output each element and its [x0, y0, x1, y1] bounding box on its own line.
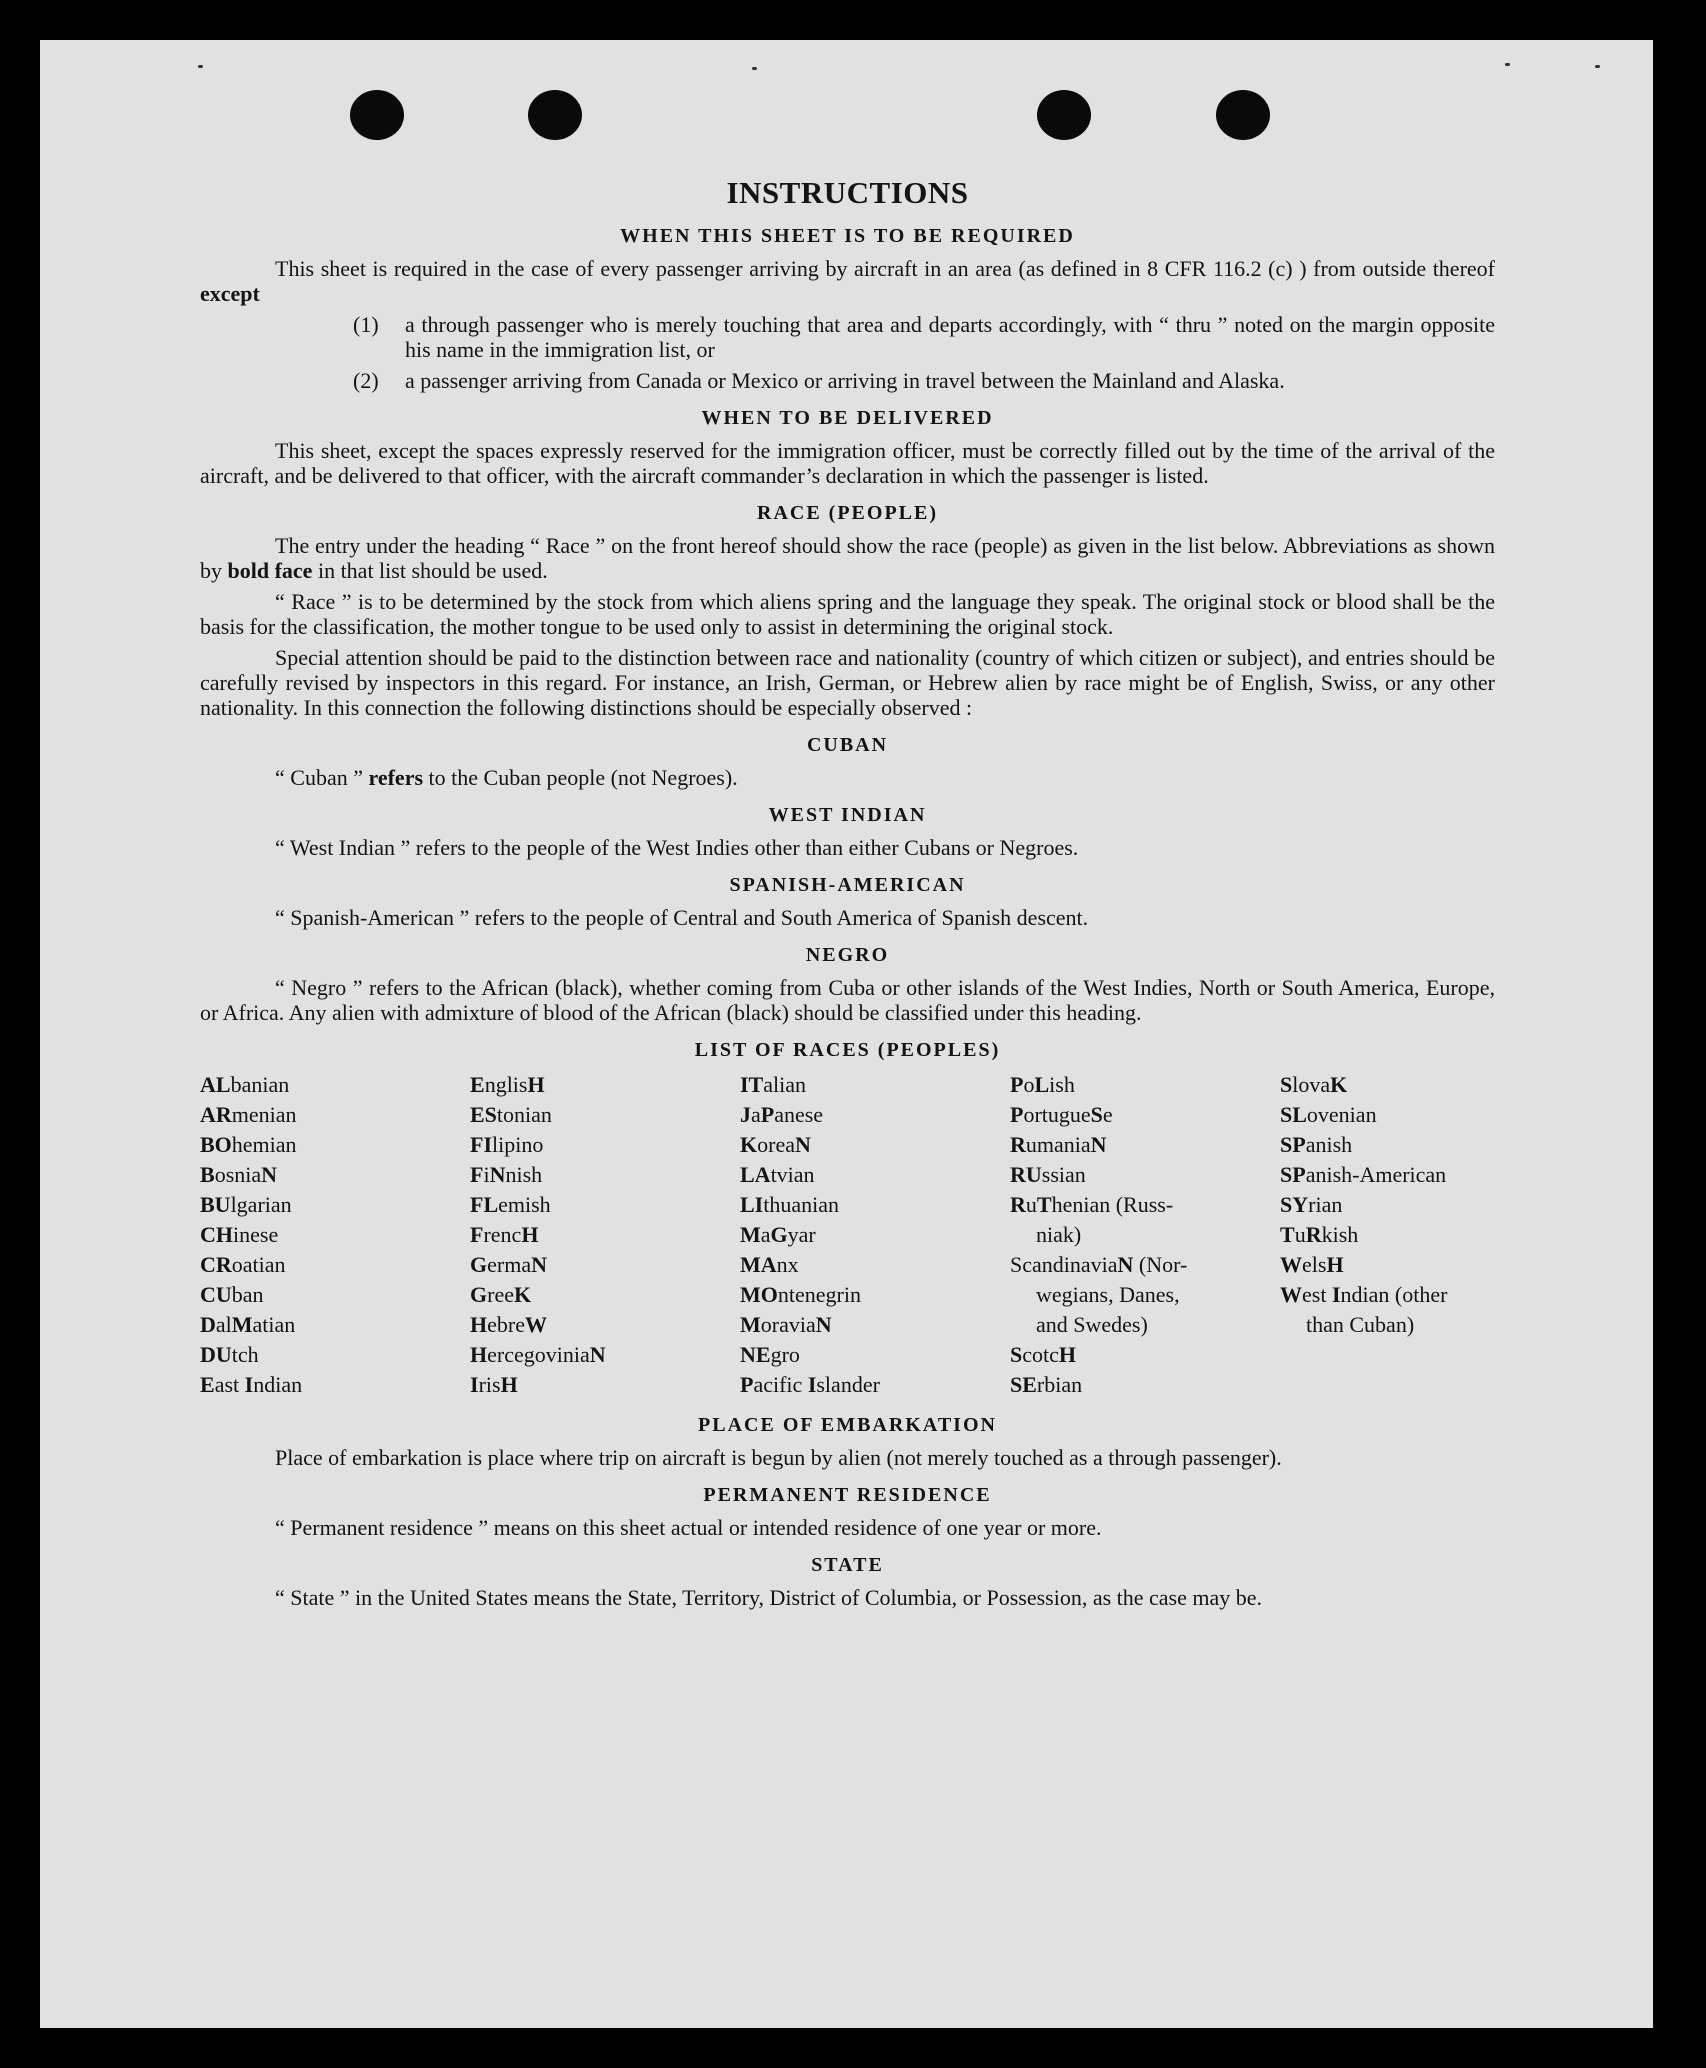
race-abbreviation: LA	[740, 1162, 771, 1187]
race-text: gro	[770, 1342, 800, 1367]
heading-cuban: CUBAN	[806, 734, 889, 756]
race-text: nx	[776, 1252, 799, 1277]
race-item	[1280, 1280, 1495, 1310]
heading-west-indian: WEST INDIAN	[768, 804, 927, 826]
race-abbreviation: B	[200, 1162, 215, 1187]
race-item	[1280, 1100, 1495, 1130]
race-item	[1280, 1250, 1495, 1280]
race-abbreviation: N	[589, 1342, 606, 1367]
race-abbreviation: SP	[1280, 1132, 1306, 1157]
race-abbreviation: SL	[1280, 1102, 1307, 1127]
punch-hole-1	[350, 90, 404, 140]
cuban-a: “ Cuban ”	[275, 765, 363, 790]
race-text: anese	[774, 1102, 824, 1127]
race-abbreviation: AL	[200, 1072, 231, 1097]
race-item	[740, 1220, 1010, 1250]
race-abbreviation: I	[244, 1372, 254, 1397]
race-abbreviation: F	[470, 1222, 484, 1247]
race-text: orea	[757, 1132, 795, 1157]
race-text: erma	[487, 1252, 532, 1277]
race-abbreviation: S	[1010, 1342, 1023, 1367]
race-item	[1280, 1220, 1495, 1250]
race-item	[740, 1370, 1010, 1400]
race-item	[470, 1250, 740, 1280]
race-abbreviation: P	[740, 1372, 754, 1397]
race-item	[200, 1070, 470, 1100]
heading-residence: PERMANENT RESIDENCE	[703, 1484, 992, 1506]
document-sheet	[40, 40, 1653, 2028]
race-abbreviation: SP	[1280, 1162, 1306, 1187]
race-abbreviation: E	[200, 1372, 215, 1397]
race-text: o	[1023, 1072, 1035, 1097]
race-abbreviation: H	[521, 1222, 539, 1247]
race-item	[470, 1340, 740, 1370]
race-item	[200, 1310, 470, 1340]
race-text: ree	[487, 1282, 514, 1307]
race-p1-bold: bold face	[227, 558, 313, 583]
heading-negro: NEGRO	[805, 944, 890, 966]
race-item	[470, 1190, 740, 1220]
race-abbreviation: BU	[200, 1192, 231, 1217]
race-item	[740, 1250, 1010, 1280]
race-abbreviation: F	[470, 1162, 484, 1187]
race-item	[470, 1070, 740, 1100]
race-text: acific	[753, 1372, 808, 1397]
race-abbreviation: NE	[740, 1342, 771, 1367]
list-item-1	[200, 312, 1495, 362]
paragraph-embarkation: Place of embarkation is place where trip on aircraft is begun by alien (not merely touched as a through passenger).	[275, 1445, 1282, 1470]
race-item	[200, 1220, 470, 1250]
race-abbreviation: D	[200, 1312, 216, 1337]
race-abbreviation: LI	[740, 1192, 764, 1217]
race-abbreviation: ES	[470, 1102, 497, 1127]
heading-when-required: WHEN THIS SHEET IS TO BE REQUIRED	[620, 225, 1075, 247]
race-text: tch	[231, 1342, 259, 1367]
race-item	[1010, 1370, 1280, 1400]
race-item: and Swedes)	[1036, 1312, 1148, 1337]
race-text: inese	[233, 1222, 279, 1247]
race-item	[470, 1220, 740, 1250]
race-text: ban	[231, 1282, 264, 1307]
race-item	[200, 1340, 470, 1370]
required-intro: This sheet is required in the case of every passenger arriving by aircraft in an area (as defined in 8 CFR 116.2 (c) ) from outside thereof	[275, 256, 1495, 281]
race-item	[470, 1310, 740, 1340]
race-text: kish	[1321, 1222, 1359, 1247]
race-text: oatian	[231, 1252, 286, 1277]
race-item	[470, 1160, 740, 1190]
race-text: alian	[763, 1072, 807, 1097]
race-text: anish	[1305, 1132, 1353, 1157]
race-abbreviation: P	[760, 1102, 775, 1127]
race-abbreviation: IT	[740, 1072, 764, 1097]
race-text: renc	[483, 1222, 522, 1247]
race-text: banian	[230, 1072, 290, 1097]
race-abbreviation: L	[1034, 1072, 1050, 1097]
race-text: oravia	[760, 1312, 816, 1337]
race-abbreviation: FI	[470, 1132, 492, 1157]
race-abbreviation: BO	[200, 1132, 232, 1157]
race-abbreviation: MO	[740, 1282, 778, 1307]
race-text: a	[760, 1222, 771, 1247]
race-abbreviation: P	[1010, 1072, 1024, 1097]
race-item	[740, 1130, 1010, 1160]
race-item	[200, 1250, 470, 1280]
cuban-b: to the Cuban people (not Negroes).	[428, 765, 738, 790]
heading-list-of-races: LIST OF RACES (PEOPLES)	[694, 1039, 1001, 1061]
paragraph-west-indian: “ West Indian ” refers to the people of the West Indies other than either Cubans or Negroes.	[275, 835, 1079, 860]
heading-spanish-american: SPANISH-AMERICAN	[729, 874, 966, 896]
race-text: a	[751, 1102, 761, 1127]
race-item: wegians, Danes,	[1036, 1282, 1180, 1307]
race-item	[200, 1190, 470, 1220]
heading-embarkation: PLACE OF EMBARKATION	[698, 1414, 997, 1436]
heading-state: STATE	[811, 1554, 884, 1576]
race-abbreviation: G	[470, 1282, 488, 1307]
race-text: ercegovinia	[487, 1342, 590, 1367]
race-abbreviation: M	[231, 1312, 253, 1337]
race-abbreviation: N	[1117, 1252, 1134, 1277]
race-abbreviation: N	[1090, 1132, 1107, 1157]
race-list	[200, 1070, 1495, 1400]
race-p1-a: The entry under the heading “ Race ” on the front hereof should show the race (people) as given in the list below. Abbreviations as shown by	[200, 533, 1495, 583]
race-abbreviation: FL	[470, 1192, 499, 1217]
race-abbreviation: W	[1280, 1252, 1302, 1277]
required-except: except	[200, 281, 260, 306]
race-abbreviation: CU	[200, 1282, 232, 1307]
race-text: e	[1102, 1102, 1113, 1127]
race-item	[1010, 1190, 1280, 1220]
paragraph-race-2: “ Race ” is to be determined by the stock from which aliens spring and the language they speak. The original stock or blood shall be the basis for the classification, the mother tongue to be used only to assist in determining the original stock.	[200, 589, 1495, 639]
race-text: osnia	[214, 1162, 262, 1187]
speck	[1595, 65, 1600, 68]
race-abbreviation: DU	[200, 1342, 232, 1367]
race-abbreviation: K	[513, 1282, 532, 1307]
race-text: cotc	[1022, 1342, 1059, 1367]
race-abbreviation: SE	[1010, 1372, 1037, 1397]
punch-hole-2	[528, 90, 582, 140]
race-text: i	[483, 1162, 490, 1187]
race-item	[1280, 1190, 1495, 1220]
paragraph-state: “ State ” in the United States means the State, Territory, District of Columbia, or Possession, as the case may be.	[275, 1585, 1263, 1610]
race-text: u	[1294, 1222, 1306, 1247]
paragraph-delivered: This sheet, except the spaces expressly reserved for the immigration officer, must be correctly filled out by the time of the arrival of the aircraft, and be delivered to that officer, with the aircraft commander’s declaration in which the passenger is listed.	[200, 438, 1495, 488]
race-abbreviation: H	[470, 1312, 488, 1337]
race-column-3	[740, 1070, 1010, 1400]
race-abbreviation: W	[1280, 1282, 1302, 1307]
race-text: est	[1302, 1282, 1332, 1307]
race-abbreviation: M	[740, 1312, 761, 1337]
race-text: umania	[1025, 1132, 1091, 1157]
race-text: atian	[252, 1312, 296, 1337]
race-abbreviation: N	[794, 1132, 811, 1157]
race-abbreviation: K	[740, 1132, 758, 1157]
race-text: u	[1025, 1192, 1037, 1217]
race-text: ast	[214, 1372, 245, 1397]
race-text: al	[215, 1312, 232, 1337]
race-text: hemian	[231, 1132, 297, 1157]
race-abbreviation: SY	[1280, 1192, 1309, 1217]
race-text: Scandinavia	[1010, 1252, 1118, 1277]
race-abbreviation: W	[524, 1312, 547, 1337]
race-abbreviation: G	[770, 1222, 788, 1247]
paragraph-negro: “ Negro ” refers to the African (black), whether coming from Cuba or other islands of the West Indies, North or South America, Europe, or Africa. Any alien with admixture of blood of the African (black) should be classified under this heading.	[200, 975, 1495, 1025]
race-text: lgarian	[230, 1192, 292, 1217]
race-text: ris	[478, 1372, 501, 1397]
race-abbreviation: H	[500, 1372, 518, 1397]
race-item	[1010, 1340, 1280, 1370]
race-item	[200, 1280, 470, 1310]
item-1-text: a through passenger who is merely touching that area and departs accordingly, with “ thru ” noted on the margin opposite his name in the immigration list, or	[405, 312, 1495, 362]
race-text: ndian	[253, 1372, 303, 1397]
race-text: nglis	[484, 1072, 528, 1097]
race-text: (Nor-	[1133, 1252, 1188, 1277]
race-item	[1010, 1250, 1280, 1280]
race-text: ortugue	[1023, 1102, 1091, 1127]
race-column-2	[470, 1070, 740, 1400]
race-text: lipino	[492, 1132, 544, 1157]
race-text: ssian	[1041, 1162, 1086, 1187]
race-item	[470, 1130, 740, 1160]
race-text: thuanian	[763, 1192, 840, 1217]
punch-hole-4	[1216, 90, 1270, 140]
race-abbreviation: I	[1331, 1282, 1341, 1307]
race-item	[740, 1310, 1010, 1340]
race-abbreviation: MA	[740, 1252, 777, 1277]
race-item	[1010, 1100, 1280, 1130]
item-2-text: a passenger arriving from Canada or Mexico or arriving in travel between the Mainland and Alaska.	[405, 368, 1285, 393]
race-text: slander	[816, 1372, 880, 1397]
race-abbreviation: R	[1305, 1222, 1322, 1247]
race-text: ovenian	[1306, 1102, 1377, 1127]
race-text: ebre	[487, 1312, 525, 1337]
race-abbreviation: I	[807, 1372, 817, 1397]
race-item	[1010, 1160, 1280, 1190]
page-title: INSTRUCTIONS	[726, 175, 969, 210]
race-text: yar	[787, 1222, 816, 1247]
cuban-bold: refers	[368, 765, 424, 790]
race-item	[470, 1280, 740, 1310]
race-item	[740, 1160, 1010, 1190]
race-item	[740, 1190, 1010, 1220]
race-item	[740, 1280, 1010, 1310]
item-1-number: (1)	[353, 312, 379, 337]
race-abbreviation: I	[470, 1372, 479, 1397]
speck	[752, 67, 757, 70]
race-item	[1010, 1070, 1280, 1100]
race-abbreviation: AR	[200, 1102, 232, 1127]
race-item	[1280, 1070, 1495, 1100]
race-text: ish	[1049, 1072, 1075, 1097]
race-text: ntenegrin	[777, 1282, 861, 1307]
race-column-4	[1010, 1070, 1280, 1400]
race-text: menian	[231, 1102, 297, 1127]
race-item	[200, 1370, 470, 1400]
race-item	[1280, 1160, 1495, 1190]
speck	[198, 65, 203, 68]
race-item	[470, 1370, 740, 1400]
heading-race: RACE (PEOPLE)	[757, 502, 938, 524]
race-item	[200, 1160, 470, 1190]
race-abbreviation: N	[489, 1162, 506, 1187]
paragraph-spanish-american: “ Spanish-American ” refers to the people of Central and South America of Spanish descent.	[275, 905, 1089, 930]
race-column-5	[1280, 1070, 1495, 1400]
race-abbreviation: CR	[200, 1252, 232, 1277]
race-column-1	[200, 1070, 470, 1400]
race-item: niak)	[1036, 1222, 1082, 1247]
race-abbreviation: P	[1010, 1102, 1024, 1127]
race-text: ndian (other	[1340, 1282, 1448, 1307]
race-text: tonian	[496, 1102, 552, 1127]
race-abbreviation: CH	[200, 1222, 233, 1247]
race-abbreviation: G	[470, 1252, 488, 1277]
race-abbreviation: S	[1090, 1102, 1103, 1127]
race-abbreviation: N	[531, 1252, 547, 1277]
paragraph-residence: “ Permanent residence ” means on this sheet actual or intended residence of one year or more.	[275, 1515, 1102, 1540]
race-p1-b: in that list should be used.	[317, 558, 548, 583]
race-text: rbian	[1036, 1372, 1083, 1397]
heading-when-delivered: WHEN TO BE DELIVERED	[701, 407, 994, 429]
item-2-number: (2)	[353, 368, 379, 393]
paragraph-race-3: Special attention should be paid to the distinction between race and nationality (country of which citizen or subject), and entries should be carefully revised by inspectors in this regard. For instance, an Irish, German, or Hebrew alien by race might be of English, Swiss, or any other nationality. In this connection the following distinctions should be especially observed :	[200, 645, 1495, 720]
race-text: els	[1302, 1252, 1327, 1277]
race-item	[1280, 1130, 1495, 1160]
race-text: lova	[1292, 1072, 1331, 1097]
race-text: anish-American	[1305, 1162, 1447, 1187]
race-item: than Cuban)	[1306, 1312, 1415, 1337]
race-abbreviation: T	[1280, 1222, 1295, 1247]
paragraph-race-1	[200, 533, 1495, 583]
race-abbreviation: J	[740, 1102, 751, 1127]
speck	[1505, 63, 1510, 66]
race-item	[740, 1070, 1010, 1100]
race-abbreviation: S	[1280, 1072, 1293, 1097]
race-abbreviation: M	[740, 1222, 761, 1247]
race-item	[200, 1100, 470, 1130]
race-item	[740, 1100, 1010, 1130]
race-item	[740, 1340, 1010, 1370]
race-abbreviation: R	[1010, 1192, 1026, 1217]
race-abbreviation: N	[815, 1312, 832, 1337]
list-item-2	[200, 368, 1495, 393]
race-item	[200, 1130, 470, 1160]
race-abbreviation: K	[1330, 1072, 1348, 1097]
punch-hole-3	[1037, 90, 1091, 140]
instructions-content	[200, 175, 1495, 1616]
race-text: emish	[498, 1192, 551, 1217]
race-abbreviation: H	[1058, 1342, 1077, 1367]
race-abbreviation: H	[470, 1342, 488, 1367]
race-abbreviation: RU	[1010, 1162, 1042, 1187]
paragraph-required	[200, 256, 1495, 306]
race-abbreviation: R	[1010, 1132, 1026, 1157]
race-text: tvian	[770, 1162, 815, 1187]
race-abbreviation: E	[470, 1072, 485, 1097]
race-abbreviation: T	[1036, 1192, 1052, 1217]
race-text: nish	[505, 1162, 543, 1187]
race-abbreviation: N	[261, 1162, 278, 1187]
paragraph-cuban	[200, 765, 1495, 790]
race-text: rian	[1308, 1192, 1343, 1217]
race-text: henian (Russ-	[1051, 1192, 1174, 1217]
race-abbreviation: H	[527, 1072, 545, 1097]
race-item	[1010, 1130, 1280, 1160]
race-item	[470, 1100, 740, 1130]
race-abbreviation: H	[1326, 1252, 1344, 1277]
